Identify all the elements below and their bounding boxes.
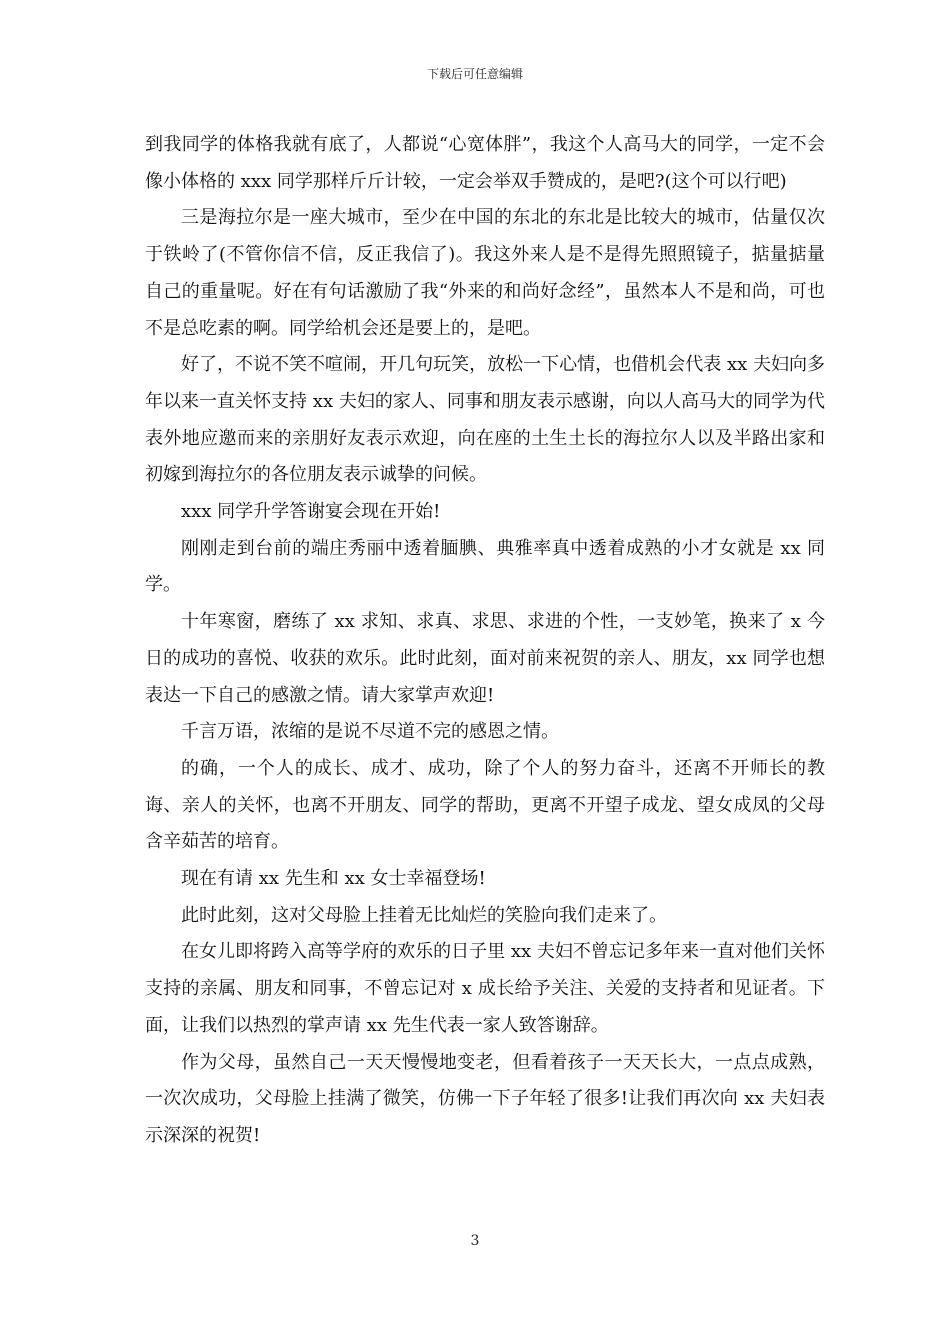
paragraph: 现在有请 xx 先生和 xx 女士幸福登场! <box>181 868 486 890</box>
paragraph: 在女儿即将跨入高等学府的欢乐的日子里 xx 夫妇不曾忘记多年来一直对他们关怀支持的亲属、朋友和同事，不曾忘记对 x 成长给予关注、关爱的支持者和见证者。下面，让我们以热烈的掌声请 xx 先生代表一家人致答谢辞。 <box>145 941 825 1036</box>
paragraph: 千言万语，浓缩的是说不尽道不完的感恩之情。 <box>181 721 559 743</box>
paragraph: xxx 同学升学答谢宴会现在开始! <box>181 501 441 523</box>
paragraph: 三是海拉尔是一座大城市，至少在中国的东北的东北是比较大的城市，估量仅次于铁岭了(不管你信不信，反正我信了)。我这外来人是不是得先照照镜子，掂量掂量自己的重量呢。好在有句话激励了我“外来的和尚好念经”，虽然本人不是和尚，可也不是总吃素的啊。同学给机会还是要上的，是吧。 <box>145 207 825 339</box>
document-body <box>145 127 825 1155</box>
paragraph: 刚刚走到台前的端庄秀丽中透着腼腆、典雅率真中透着成熟的小才女就是 xx 同学。 <box>145 537 825 596</box>
page-header: 下载后可任意编辑 <box>426 67 523 81</box>
page-number: 3 <box>470 1233 480 1249</box>
paragraph-continuation: 到我同学的体格我就有底了，人都说“心宽体胖”，我这个人高马大的同学，一定不会像小体格的 xxx 同学那样斤斤计较，一定会举双手赞成的，是吧?(这个可以行吧) <box>145 134 825 192</box>
paragraph: 好了，不说不笑不喧闹，开几句玩笑，放松一下心情，也借机会代表 xx 夫妇向多年以来一直关怀支持 xx 夫妇的家人、同事和朋友表示感谢，向以人高马大的同学为代表外地应邀而来的亲朋好友表示欢迎，向在座的土生土长的海拉尔人以及半路出家和初嫁到海拉尔的各位朋友表示诚挚的问候。 <box>145 354 825 486</box>
paragraph: 的确，一个人的成长、成才、成功，除了个人的努力奋斗，还离不开师长的教诲、亲人的关怀，也离不开朋友、同学的帮助，更离不开望子成龙、望女成凤的父母含辛茹苦的培育。 <box>145 757 825 853</box>
paragraph: 此时此刻，这对父母脸上挂着无比灿烂的笑脸向我们走来了。 <box>181 904 667 926</box>
paragraph: 十年寒窗，磨练了 xx 求知、求真、求思、求进的个性，一支妙笔，换来了 x 今日的成功的喜悦、收获的欢乐。此时此刻，面对前来祝贺的亲人、朋友，xx 同学也想表达一下自己的感激之情。请大家掌声欢迎! <box>145 611 825 706</box>
paragraph: 作为父母，虽然自己一天天慢慢地变老，但看着孩子一天天长大，一点点成熟，一次次成功，父母脸上挂满了微笑，仿佛一下子年轻了很多!让我们再次向 xx 夫妇表示深深的祝贺! <box>145 1051 825 1146</box>
